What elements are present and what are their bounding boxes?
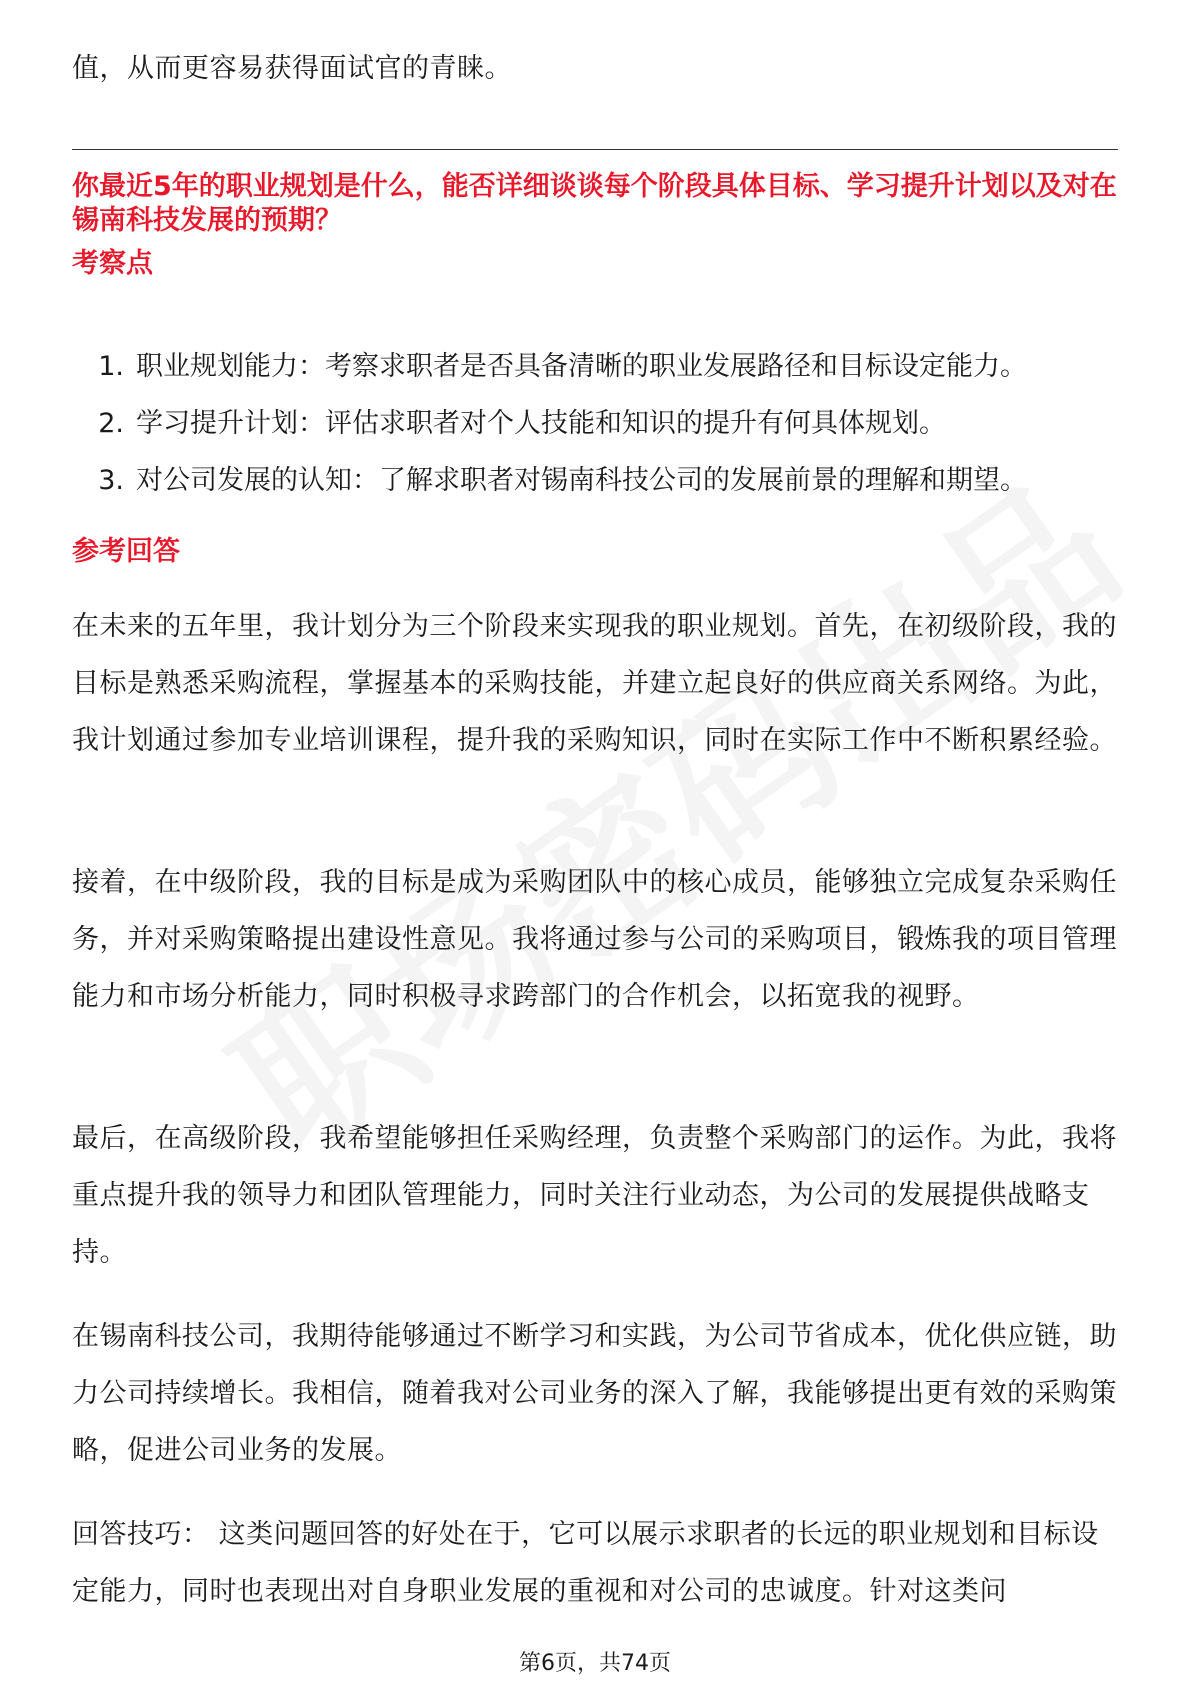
list-item-number: 3. [98, 465, 124, 496]
list-item-text: 对公司发展的认知：了解求职者对锡南科技公司的发展前景的理解和期望。 [136, 465, 1027, 496]
list-item [72, 395, 1118, 452]
watermark [181, 484, 1059, 1201]
answer-tips-paragraph: 回答技巧： 这类问题回答的好处在于，它可以展示求职者的长远的职业规划和目标设定能力，同时也表现出对自身职业发展的重视和对公司的忠诚度。针对这类问 [72, 1519, 1099, 1607]
page-number-footer: 第6页，共74页 [519, 1651, 671, 1676]
assessment-list [72, 338, 1118, 509]
reference-answer-title: 参考回答 [72, 536, 180, 567]
answer-paragraph-1: 在未来的五年里，我计划分为三个阶段来实现我的职业规划。首先，在初级阶段，我的目标是熟悉采购流程，掌握基本的采购技能，并建立起良好的供应商关系网络。为此，我计划通过参加专业培训课程，提升我的采购知识，同时在实际工作中不断积累经验。 [72, 611, 1117, 756]
top-continuation-text: 值，从而更容易获得面试官的青睐。 [72, 53, 512, 84]
list-item-number: 1. [98, 351, 124, 382]
question-heading: 你最近5年的职业规划是什么，能否详细谈谈每个阶段具体目标、学习提升计划以及对在锡南科技发展的预期？ [72, 171, 1117, 236]
top-continuation-block [72, 40, 1118, 97]
answer-paragraph-3: 最后，在高级阶段，我希望能够担任采购经理，负责整个采购部门的运作。为此，我将重点提升我的领导力和团队管理能力，同时关注行业动态，为公司的发展提供战略支持。 [72, 1123, 1117, 1268]
answer-paragraph-2: 接着，在中级阶段，我的目标是成为采购团队中的核心成员，能够独立完成复杂采购任务，并对采购策略提出建设性意见。我将通过参与公司的采购项目，锻炼我的项目管理能力和市场分析能力，同时积极寻求跨部门的合作机会，以拓宽我的视野。 [72, 867, 1117, 1012]
list-item-text: 职业规划能力：考察求职者是否具备清晰的职业发展路径和目标设定能力。 [136, 351, 1027, 382]
list-item [72, 452, 1118, 509]
assessment-title: 考察点 [72, 248, 153, 279]
list-item-number: 2. [98, 408, 124, 439]
list-item [72, 338, 1118, 395]
answer-paragraph-4: 在锡南科技公司，我期待能够通过不断学习和实践，为公司节省成本，优化供应链，助力公司持续增长。我相信，随着我对公司业务的深入了解，我能够提出更有效的采购策略，促进公司业务的发展。 [72, 1321, 1117, 1466]
list-item-text: 学习提升计划：评估求职者对个人技能和知识的提升有何具体规划。 [136, 408, 946, 439]
section-divider [72, 149, 1118, 150]
